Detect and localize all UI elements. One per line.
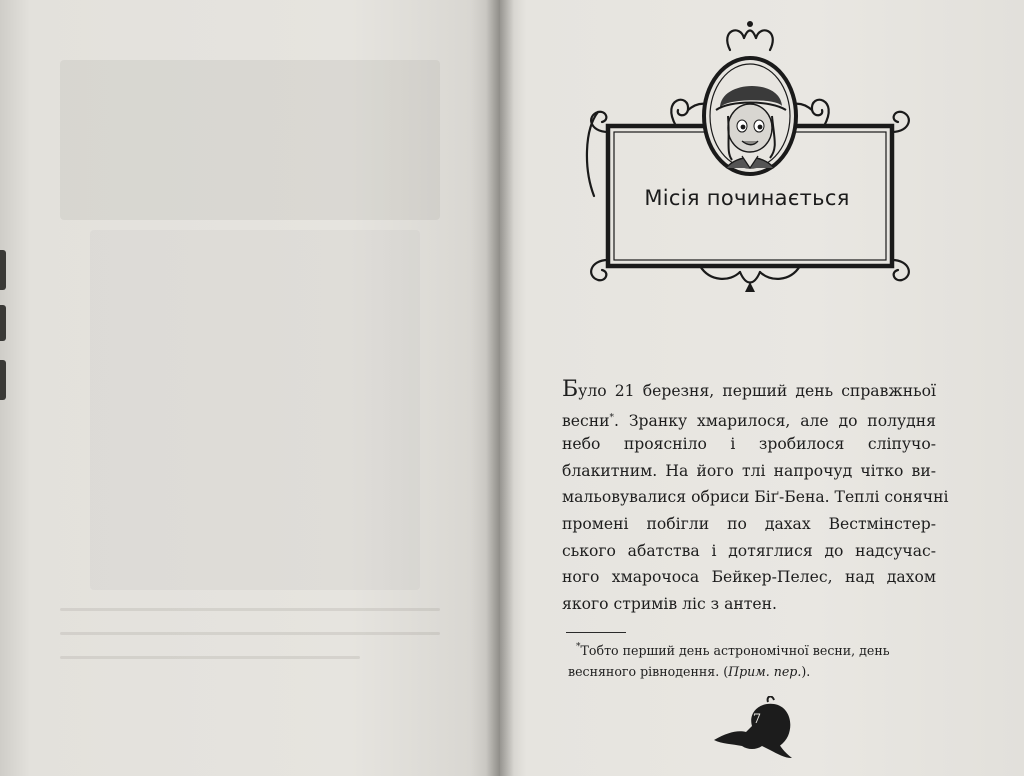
footnote-text: Тобто перший день астрономiчної весни, день bbox=[580, 643, 890, 658]
book-gutter bbox=[486, 0, 514, 776]
text-line: мальовувалися обриси Бiґ-Бена. Теплi сонячнi bbox=[562, 488, 949, 507]
bleed-through-illustration bbox=[60, 60, 440, 220]
bleed-through-text bbox=[60, 608, 440, 611]
footnote bbox=[568, 637, 936, 682]
left-page bbox=[0, 0, 500, 776]
text-fragment: весни bbox=[562, 411, 610, 430]
bleed-through-text bbox=[60, 656, 360, 659]
footnote-divider bbox=[566, 632, 626, 633]
text-line: променi побiгли по дахах Вестмiнстер- bbox=[562, 514, 936, 533]
translator-note: Прим. пер. bbox=[728, 664, 802, 679]
footnote-marker: * bbox=[576, 642, 581, 652]
text-line bbox=[562, 405, 936, 432]
footnote-line bbox=[576, 637, 936, 661]
text-fragment: . Зранку хмарилося, але до полудня bbox=[614, 411, 936, 430]
text-line: небо прояснiло i зробилося слiпучо- bbox=[562, 435, 936, 454]
spine-edge bbox=[0, 305, 6, 341]
text-line bbox=[562, 378, 936, 405]
spine-edge bbox=[0, 250, 6, 290]
bleed-through-text bbox=[60, 632, 440, 635]
text-line: блакитним. На його тлi напрочуд чiтко ви- bbox=[562, 461, 936, 480]
chapter-body-text bbox=[562, 377, 949, 617]
footnote-reference[interactable]: * bbox=[609, 412, 615, 423]
bleed-through-illustration bbox=[90, 230, 420, 590]
spine-edge bbox=[0, 360, 6, 400]
drop-cap: Б bbox=[562, 377, 579, 402]
deerstalker-hat-icon bbox=[708, 696, 798, 760]
footnote-line bbox=[568, 661, 936, 682]
ornate-frame-icon bbox=[580, 20, 920, 300]
text-fragment: уло 21 березня, перший день справжньої bbox=[578, 382, 936, 400]
footnote-text: весняного рiвнодення. ( bbox=[568, 664, 729, 679]
chapter-title: Місія починається bbox=[644, 186, 850, 210]
text-line: ного хмарочоса Бейкер-Пелес, над дахом bbox=[562, 568, 936, 587]
page-number: 7 bbox=[752, 712, 762, 727]
text-line: якого стримiв лiс з антен. bbox=[562, 594, 778, 613]
text-line: ського абатства i дотяглися до надсучас- bbox=[562, 541, 936, 560]
footnote-text: ). bbox=[801, 664, 811, 679]
